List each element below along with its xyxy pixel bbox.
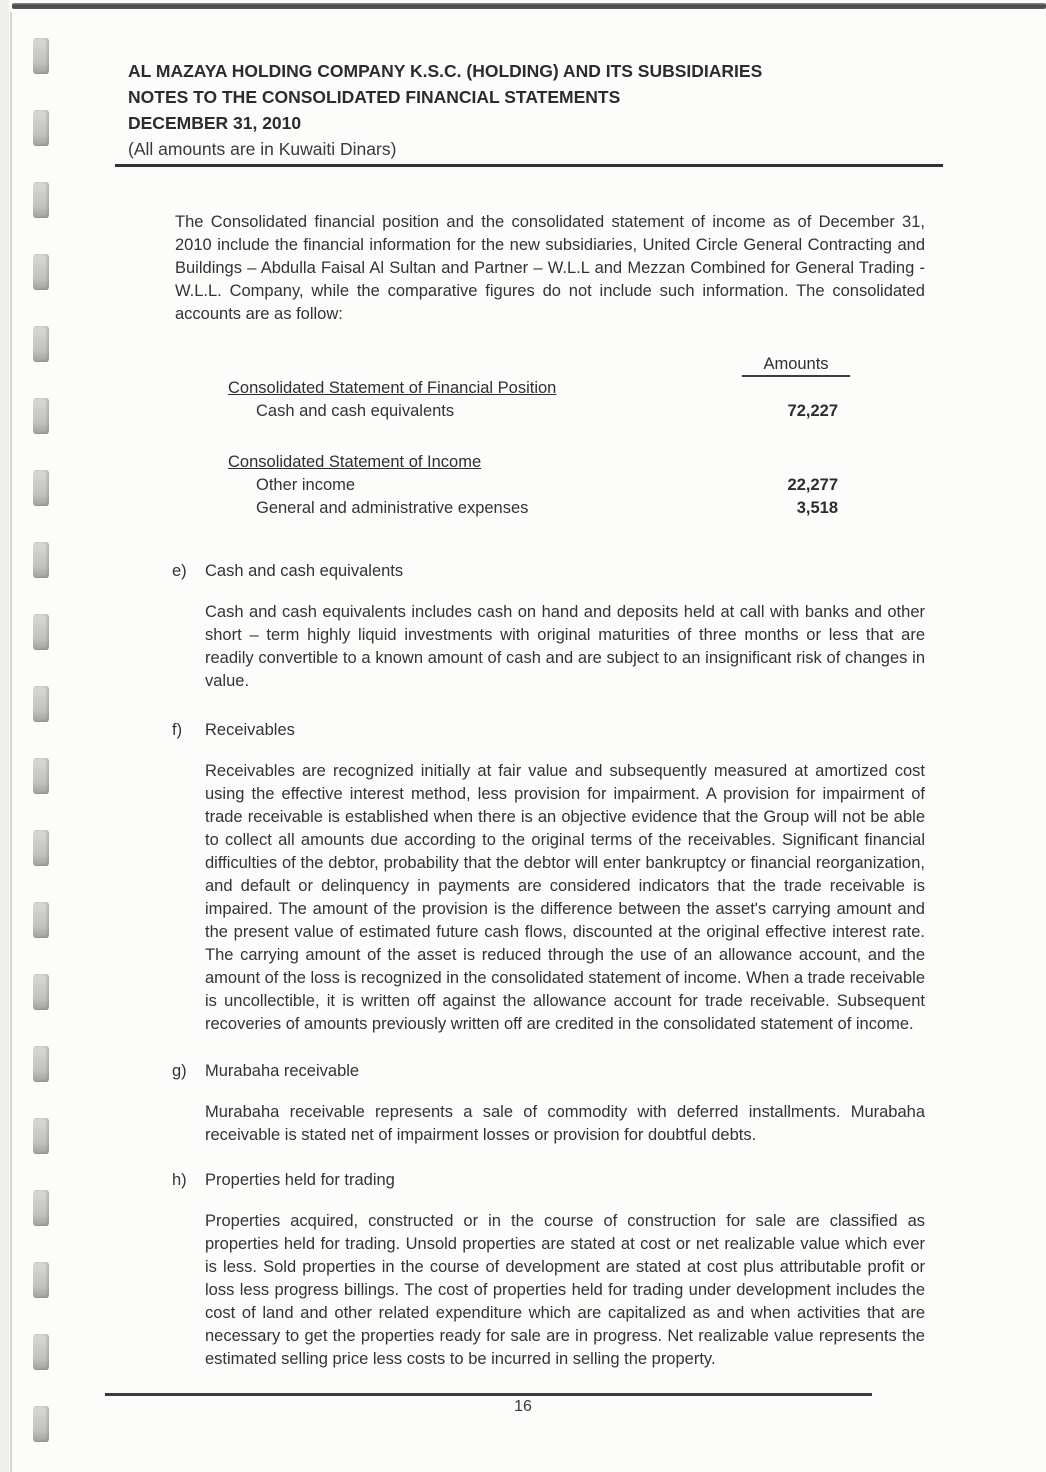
scan-left-edge-line (10, 12, 12, 1472)
section-paragraph: Murabaha receivable represents a sale of commodity with deferred installments. Murabaha receivable is stated net of impairment losses or provision for doubtful debts. (205, 1103, 925, 1144)
header-rule (115, 164, 943, 167)
table-group-title-row (228, 377, 850, 400)
section-title: Receivables (205, 721, 295, 739)
binder-hole-mark (33, 326, 49, 362)
binder-hole-mark (33, 1046, 49, 1082)
row-value: 22,277 (787, 476, 838, 494)
binder-hole-mark (33, 686, 49, 722)
table-row (228, 497, 850, 520)
scan-left-strip (0, 0, 9, 1472)
page-number: 16 (514, 1398, 532, 1415)
section-murabaha-receivable (172, 1060, 943, 1147)
binder-hole-mark (33, 182, 49, 218)
section-letter: f) (172, 721, 183, 739)
binder-hole-mark (33, 542, 49, 578)
section-title: Murabaha receivable (205, 1062, 360, 1080)
section-body (205, 1169, 925, 1371)
binder-hole-mark (33, 398, 49, 434)
section-paragraph: Cash and cash equivalents includes cash on hand and deposits held at call with banks and other short – term highly liquid investments with original maturities of three months or less that are readily convertible to a known amount of cash and are subject to an insignificant risk of changes in value. (205, 603, 925, 690)
binder-hole-mark (33, 974, 49, 1010)
amounts-column-header: Amounts (742, 353, 850, 377)
section-letter: g) (172, 1062, 187, 1080)
row-label: Cash and cash equivalents (256, 402, 455, 420)
intro-paragraph: The Consolidated financial position and the consolidated statement of income as of December 31, 2010 include the financial information for the new subsidiaries, United Circle General Contracting and Buildings – Abdulla Faisal Al Sultan and Partner – W.L.L and Mezzan Combined for General Trading - W.L.L. Company, while the comparative figures do not include such information. The consolidated accounts are as follow: (175, 213, 925, 323)
row-value: 3,518 (796, 499, 838, 517)
section-body (205, 560, 925, 693)
binder-hole-mark (33, 110, 49, 146)
row-label: General and administrative expenses (256, 499, 529, 517)
section-body (205, 1060, 925, 1147)
binder-hole-mark (33, 1262, 49, 1298)
table-row (228, 474, 850, 497)
section-body (205, 719, 925, 1036)
binder-hole-mark (33, 1334, 49, 1370)
group-title: Consolidated Statement of Income (228, 453, 482, 471)
footer-rule (105, 1393, 872, 1396)
document-title: NOTES TO THE CONSOLIDATED FINANCIAL STATEMENTS (128, 87, 621, 107)
document-header (128, 58, 943, 167)
binder-hole-mark (33, 830, 49, 866)
binder-hole-mark (33, 1190, 49, 1226)
binder-hole-mark (33, 614, 49, 650)
section-paragraph: Properties acquired, constructed or in the course of construction for sale are classified as properties held for trading. Unsold properties are stated at cost or net realizable value which ever is less. Sold properties in the course of development are stated at cost plus attributable profit or loss less progress billings. The cost of properties held for trading under development includes the cost of land and other related expenditure which are capitalized as and when activities that are necessary to get the properties ready for sale are in progress. Net realizable value represents the estimated selling price less costs to be incurred in selling the property. (205, 1212, 925, 1368)
scan-top-edge (12, 3, 1046, 9)
binder-hole-mark (33, 470, 49, 506)
binder-hole-mark (33, 38, 49, 74)
section-properties-held-for-trading (172, 1169, 943, 1371)
section-cash-and-cash-equivalents (172, 560, 943, 693)
binder-hole-mark (33, 758, 49, 794)
company-name: AL MAZAYA HOLDING COMPANY K.S.C. (HOLDING) AND ITS SUBSIDIARIES (128, 61, 763, 81)
row-label: Other income (256, 476, 356, 494)
row-value: 72,227 (787, 402, 838, 420)
group-title: Consolidated Statement of Financial Position (228, 379, 557, 397)
table-group-income (228, 451, 850, 520)
section-receivables (172, 719, 943, 1036)
section-title: Properties held for trading (205, 1171, 395, 1189)
section-letter: e) (172, 562, 187, 580)
table-group-financial-position (228, 377, 850, 423)
consolidated-accounts-table (228, 353, 850, 520)
binder-hole-mark (33, 254, 49, 290)
section-paragraph: Receivables are recognized initially at fair value and subsequently measured at amortized cost using the effective interest method, less provision for impairment. A provision for impairment of trade receivable is established when there is an objective evidence that the Group will not be able to collect all amounts due according to the original terms of the receivables. Significant financial difficulties of the debtor, probability that the debtor will enter bankruptcy or financial reorganization, and default or delinquency in payments are considered indicators that the trade receivable is impaired. The amount of the provision is the difference between the asset's carrying amount and the present value of estimated future cash flows, discounted at the original effective interest rate. The carrying amount of the asset is reduced through the use of an allowance account, and the amount of the loss is recognized in the consolidated statement of income. When a trade receivable is uncollectible, it is written off against the allowance account for trade receivable. Subsequent recoveries of amounts previously written off are credited in the consolidated statement of income. (205, 762, 925, 1033)
table-group-title-row (228, 451, 850, 474)
section-letter: h) (172, 1171, 187, 1189)
binder-hole-mark (33, 902, 49, 938)
statement-date: DECEMBER 31, 2010 (128, 113, 302, 133)
document-content (128, 58, 943, 1371)
currency-note: (All amounts are in Kuwaiti Dinars) (128, 139, 397, 159)
table-row (228, 400, 850, 423)
binder-hole-mark (33, 1118, 49, 1154)
section-title: Cash and cash equivalents (205, 562, 404, 580)
